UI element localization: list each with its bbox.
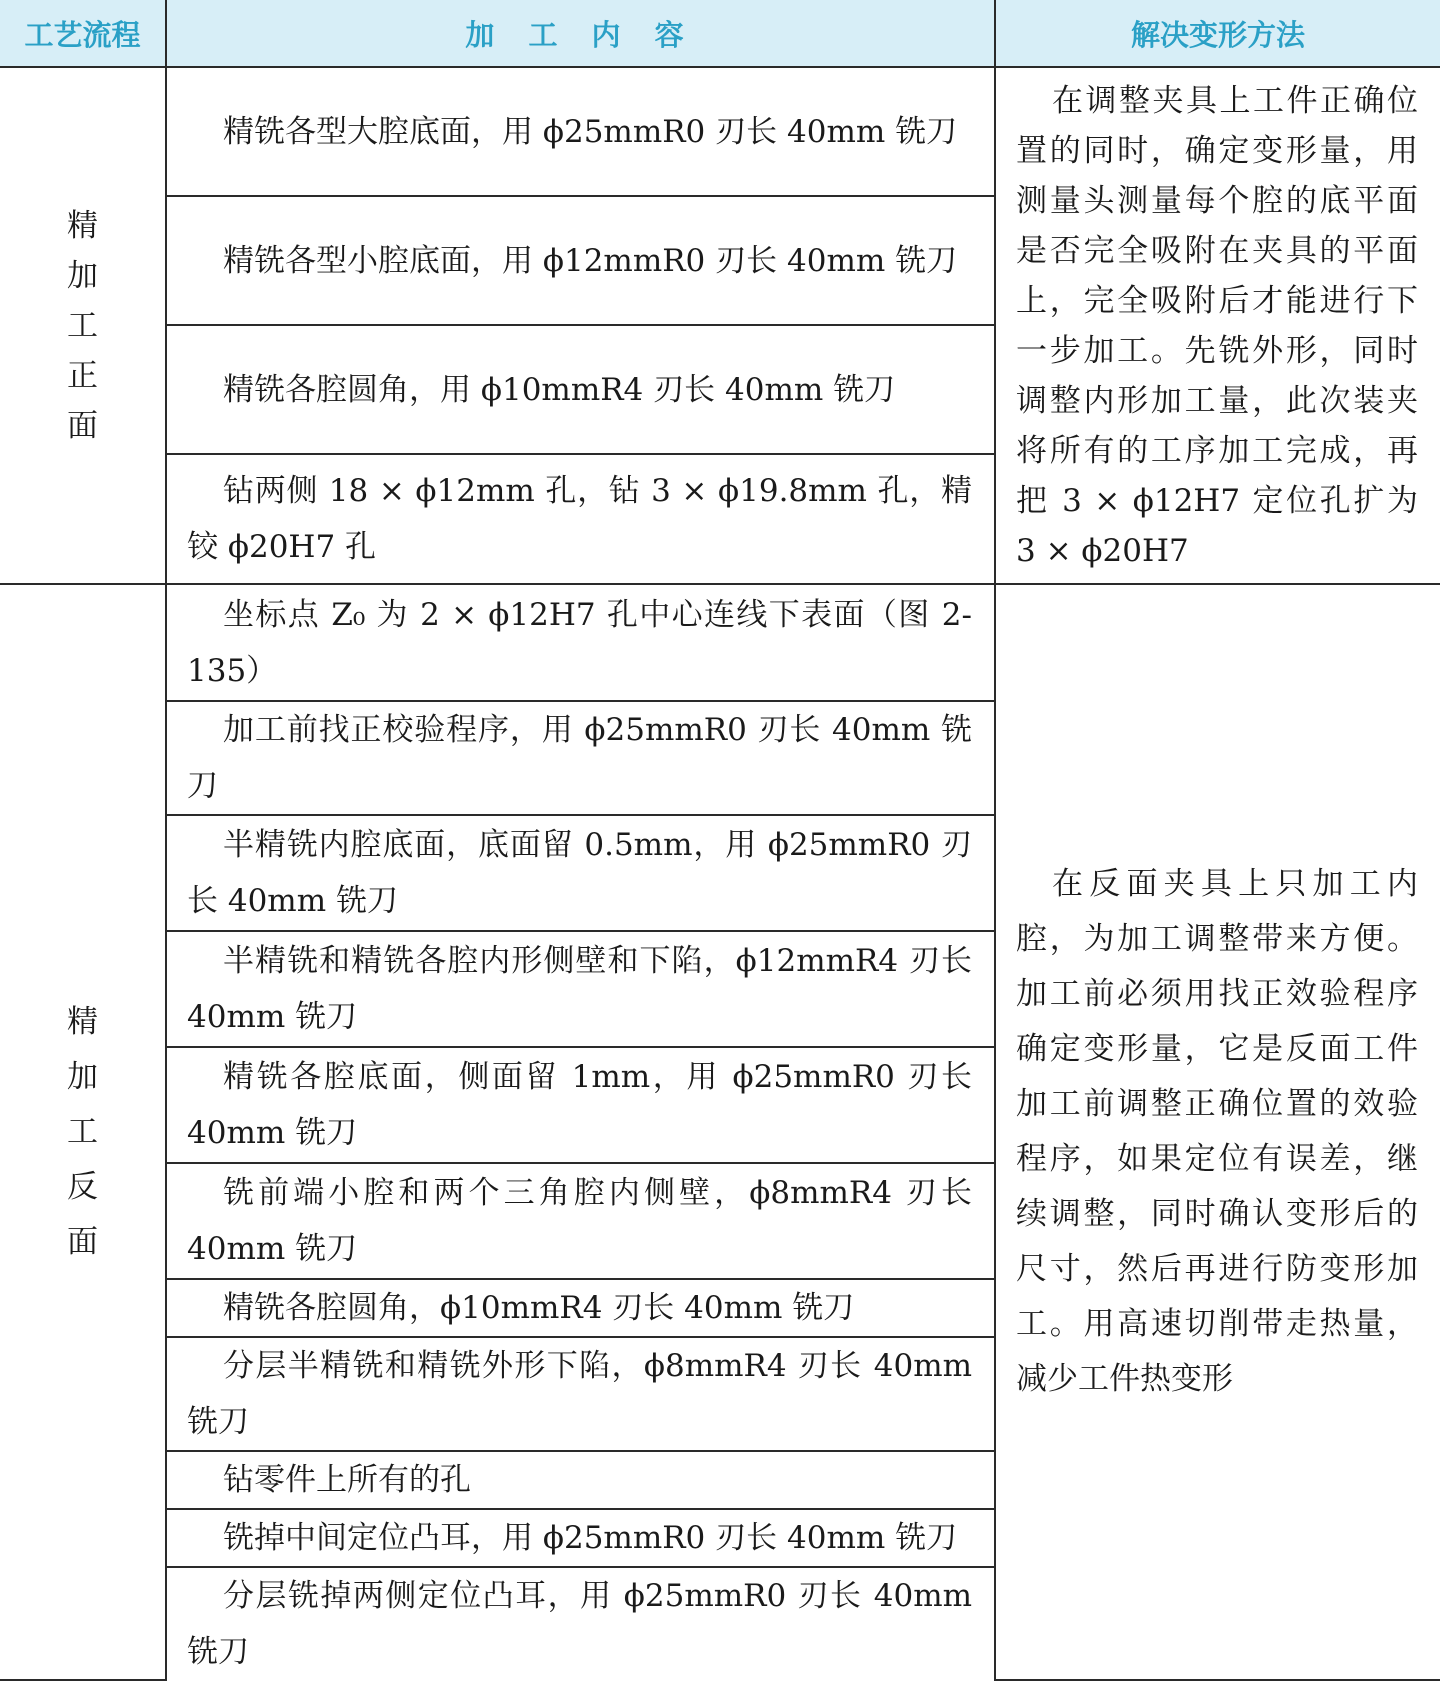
step-cell: 精铣各型小腔底面，用 ϕ12mmR0 刃长 40mm 铣刀 xyxy=(166,196,995,325)
step-cell: 精铣各腔圆角，ϕ10mmR4 刃长 40mm 铣刀 xyxy=(166,1279,995,1337)
header-process: 工艺流程 xyxy=(0,0,166,67)
step-cell: 铣前端小腔和两个三角腔内侧壁，ϕ8mmR4 刃长 40mm 铣刀 xyxy=(166,1163,995,1279)
step-cell: 精铣各型大腔底面，用 ϕ25mmR0 刃长 40mm 铣刀 xyxy=(166,67,995,196)
step-cell: 铣掉中间定位凸耳，用 ϕ25mmR0 刃长 40mm 铣刀 xyxy=(166,1509,995,1567)
step-cell: 精铣各腔圆角，用 ϕ10mmR4 刃长 40mm 铣刀 xyxy=(166,325,995,454)
step-cell: 半精铣和精铣各腔内形侧壁和下陷，ϕ12mmR4 刃长 40mm 铣刀 xyxy=(166,931,995,1047)
step-cell: 钻两侧 18 × ϕ12mm 孔，钻 3 × ϕ19.8mm 孔，精铰 ϕ20H7 孔 xyxy=(166,454,995,584)
step-cell: 坐标点 Z₀ 为 2 × ϕ12H7 孔中心连线下表面（图 2-135） xyxy=(166,584,995,701)
step-cell: 分层半精铣和精铣外形下陷，ϕ8mmR4 刃长 40mm 铣刀 xyxy=(166,1337,995,1451)
step-cell: 精铣各腔底面，侧面留 1mm，用 ϕ25mmR0 刃长 40mm 铣刀 xyxy=(166,1047,995,1163)
process-cell-back: 精 加 工 反 面 xyxy=(0,584,166,1680)
method-cell-front: 在调整夹具上工件正确位置的同时，确定变形量，用测量头测量每个腔的底平面是否完全吸附在夹具的平面上，完全吸附后才能进行下一步加工。先铣外形，同时调整内形加工量，此次装夹将所有的工序加工完成，再把 3 × ϕ12H7 定位孔扩为 3 × ϕ20H7 xyxy=(995,67,1440,584)
header-content: 加 工 内 容 xyxy=(166,0,995,67)
header-row xyxy=(0,0,1440,67)
header-method: 解决变形方法 xyxy=(995,0,1440,67)
step-cell: 半精铣内腔底面，底面留 0.5mm，用 ϕ25mmR0 刃长 40mm 铣刀 xyxy=(166,815,995,931)
process-cell-front: 精 加 工 正 面 xyxy=(0,67,166,584)
step-cell: 分层铣掉两侧定位凸耳，用 ϕ25mmR0 刃长 40mm 铣刀 xyxy=(166,1567,995,1680)
table-row xyxy=(0,584,1440,701)
step-cell: 加工前找正校验程序，用 ϕ25mmR0 刃长 40mm 铣刀 xyxy=(166,701,995,815)
method-cell-back: 在反面夹具上只加工内腔，为加工调整带来方便。加工前必须用找正效验程序确定变形量，它是反面工件加工前调整正确位置的效验程序，如果定位有误差，继续调整，同时确认变形后的尺寸，然后再进行防变形加工。用高速切削带走热量，减少工件热变形 xyxy=(995,584,1440,1680)
table-row xyxy=(0,67,1440,196)
step-cell: 钻零件上所有的孔 xyxy=(166,1451,995,1509)
